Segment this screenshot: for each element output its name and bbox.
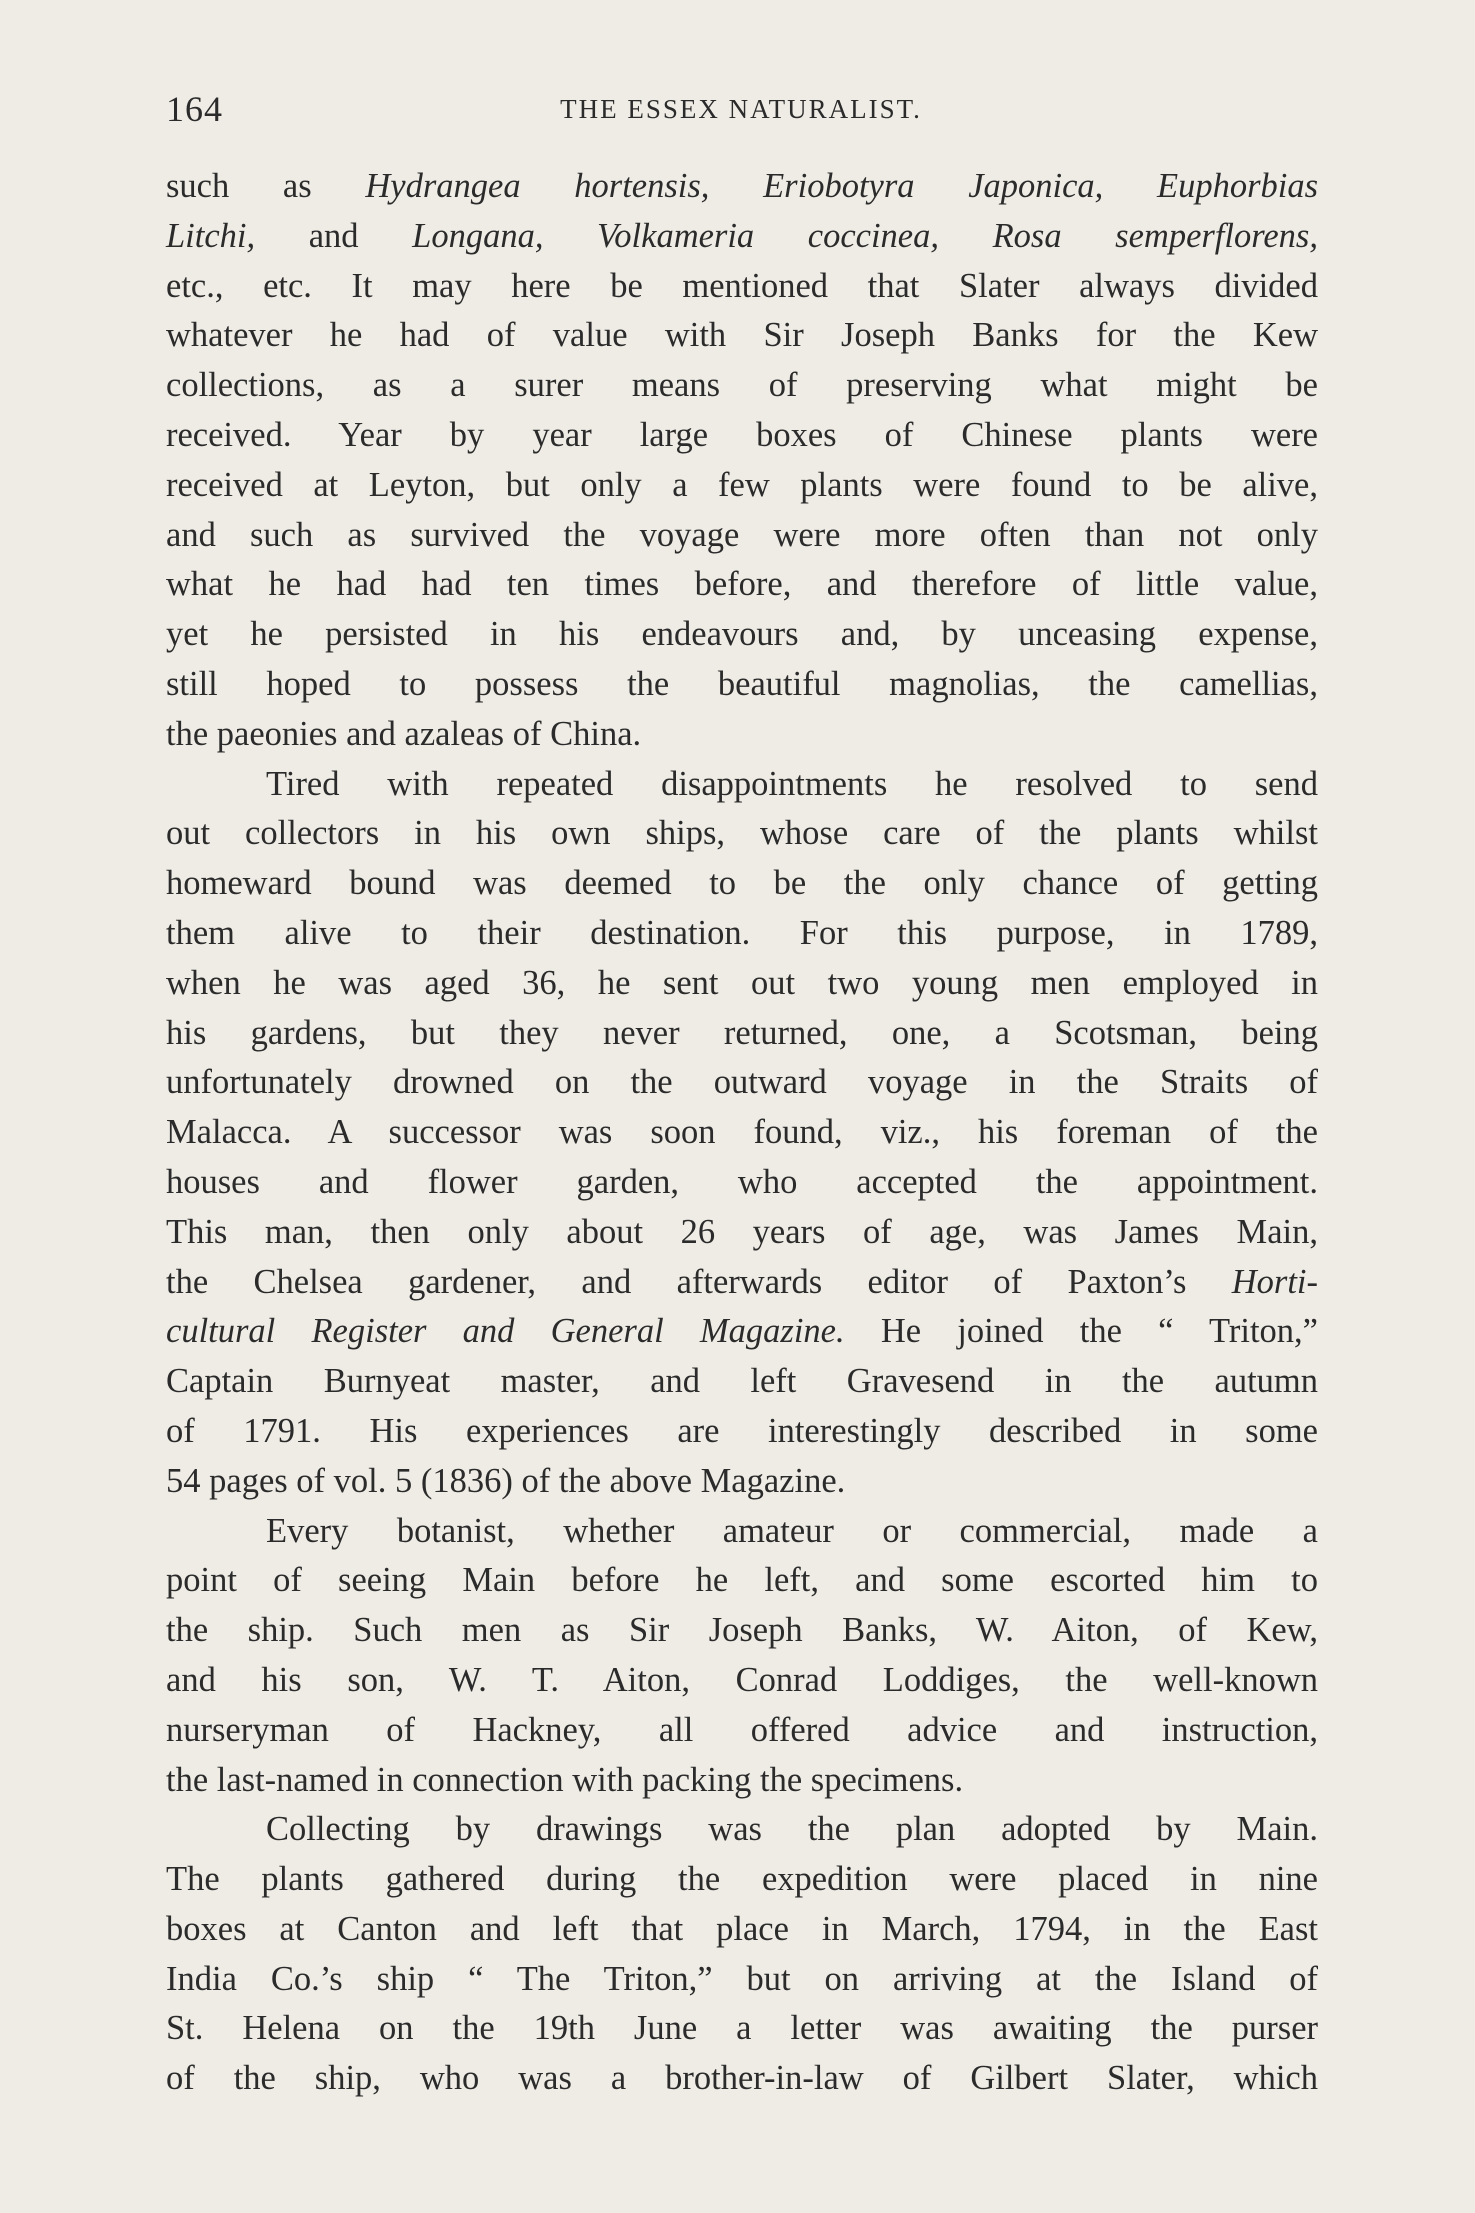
text-line (166, 1507, 1318, 1557)
text-line (166, 1058, 1318, 1108)
text-run: them alive to their destination. For this purpose, in 1789, (166, 913, 1318, 952)
text-line (166, 1158, 1318, 1208)
text-run: Every botanist, whether amateur or commercial, made a (266, 1511, 1318, 1550)
text-line (166, 361, 1318, 411)
text-line (166, 2004, 1318, 2054)
text-line (166, 610, 1318, 660)
text-run: and such as survived the voyage were more often than not only (166, 515, 1318, 554)
italic-text: Litchi, (166, 216, 256, 255)
text-line (166, 1208, 1318, 1258)
text-line (166, 1656, 1318, 1706)
text-run: etc., etc. It may here be mentioned that Slater always divided (166, 266, 1318, 305)
text-run: and his son, W. T. Aiton, Conrad Loddiges, the well-known (166, 1660, 1318, 1699)
italic-text: Hydrangea hortensis, Eriobotyra Japonica, Euphorbias (365, 167, 1319, 205)
text-run: He joined the “ Triton,” (844, 1312, 1318, 1351)
text-run: what he had had ten times before, and therefore of little value, (166, 565, 1318, 604)
text-run: still hoped to possess the beautiful magnolias, the camellias, (166, 664, 1318, 703)
text-line (166, 1108, 1318, 1158)
text-run: boxes at Canton and left that place in March, 1794, in the East (166, 1909, 1318, 1948)
text-run: of 1791. His experiences are interestingly described in some (166, 1411, 1318, 1450)
text-run: his gardens, but they never returned, one, a Scotsman, being (166, 1013, 1318, 1052)
text-line (166, 909, 1318, 959)
text-line (166, 461, 1318, 511)
text-line (166, 710, 1318, 760)
page-number: 164 (166, 89, 223, 129)
text-line (166, 1009, 1318, 1059)
page-header (166, 88, 1316, 138)
text-line (166, 760, 1318, 810)
text-line (166, 1258, 1318, 1308)
running-head: THE ESSEX NATURALIST. (560, 94, 922, 124)
text-run: St. Helena on the 19th June a letter was awaiting the purser (166, 2009, 1318, 2048)
text-run: Collecting by drawings was the plan adopted by Main. (266, 1810, 1318, 1849)
text-run: The plants gathered during the expedition were placed in nine (166, 1860, 1318, 1899)
text-run: the Chelsea gardener, and afterwards editor of Paxton’s (166, 1262, 1232, 1301)
text-run: collections, as a surer means of preserving what might be (166, 366, 1318, 405)
text-line (166, 1606, 1318, 1656)
text-run: Captain Burnyeat master, and left Gravesend in the autumn (166, 1362, 1318, 1401)
body-text (166, 162, 1318, 2104)
text-run: the ship. Such men as Sir Joseph Banks, W. Aiton, of Kew, (166, 1611, 1318, 1650)
text-line (166, 1855, 1318, 1905)
text-run: This man, then only about 26 years of age, was James Main, (166, 1212, 1318, 1251)
text-line (166, 511, 1318, 561)
text-line (166, 2054, 1318, 2104)
text-run: homeward bound was deemed to be the only chance of getting (166, 864, 1318, 903)
text-line (166, 1756, 1318, 1806)
text-line (166, 162, 1318, 212)
italic-text: Longana, Volkameria coccinea, Rosa semperflorens, (412, 216, 1318, 255)
text-run: out collectors in his own ships, whose care of the plants whilst (166, 814, 1318, 853)
text-run: when he was aged 36, he sent out two young men employed in (166, 963, 1318, 1002)
text-line (166, 1955, 1318, 2005)
text-line (166, 1357, 1318, 1407)
text-line (166, 959, 1318, 1009)
text-run: point of seeing Main before he left, and some escorted him to (166, 1561, 1318, 1600)
text-line (166, 660, 1318, 710)
text-line (166, 1457, 1318, 1507)
text-run: the last-named in connection with packing the specimens. (166, 1760, 964, 1799)
text-run: 54 pages of vol. 5 (1836) of the above Magazine. (166, 1461, 846, 1500)
text-line (166, 311, 1318, 361)
text-run: India Co.’s ship “ The Triton,” but on arriving at the Island of (166, 1959, 1318, 1998)
italic-text: Horti- (1231, 1262, 1318, 1301)
text-line (166, 1805, 1318, 1855)
text-line (166, 262, 1318, 312)
text-line (166, 1307, 1318, 1357)
text-run: such as (166, 167, 366, 205)
text-line (166, 1706, 1318, 1756)
text-run: unfortunately drowned on the outward voyage in the Straits of (166, 1063, 1318, 1102)
text-run: and (255, 216, 413, 255)
text-run: Tired with repeated disappointments he resolved to send (266, 764, 1318, 803)
text-line (166, 560, 1318, 610)
text-run: the paeonies and azaleas of China. (166, 714, 642, 753)
text-run: nurseryman of Hackney, all offered advice and instruction, (166, 1710, 1318, 1749)
text-run: whatever he had of value with Sir Joseph Banks for the Kew (166, 316, 1318, 355)
text-run: yet he persisted in his endeavours and, by unceasing expense, (166, 615, 1318, 654)
text-run: received. Year by year large boxes of Chinese plants were (166, 415, 1318, 454)
italic-text: cultural Register and General Magazine. (166, 1312, 845, 1351)
text-line (166, 1407, 1318, 1457)
text-line (166, 1905, 1318, 1955)
text-run: of the ship, who was a brother-in-law of Gilbert Slater, which (166, 2059, 1318, 2098)
text-line (166, 1556, 1318, 1606)
text-run: houses and flower garden, who accepted the appointment. (166, 1162, 1318, 1201)
text-line (166, 212, 1318, 262)
text-run: received at Leyton, but only a few plants were found to be alive, (166, 465, 1318, 504)
text-run: Malacca. A successor was soon found, viz., his foreman of the (166, 1113, 1318, 1152)
text-line (166, 809, 1318, 859)
text-line (166, 411, 1318, 461)
text-line (166, 859, 1318, 909)
